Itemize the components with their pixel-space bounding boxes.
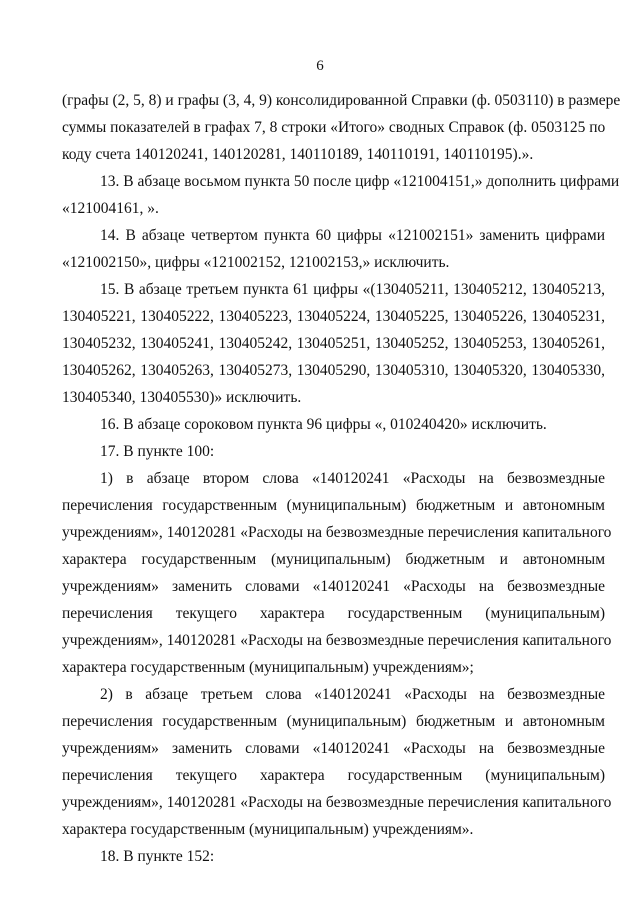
- paragraph-13-line: 13. В абзаце восьмом пункта 50 после цифр «121004151,» дополнить цифрами: [100, 173, 620, 190]
- paragraph-15-line: 130405232, 130405241, 130405242, 130405251, 130405252, 130405253, 130405261,: [62, 335, 605, 352]
- item-2-line: учреждениям», 140120281 «Расходы на безвозмездные перечисления капитального: [62, 794, 612, 811]
- item-1-line: перечисления государственным (муниципальным) бюджетным и автономным: [62, 497, 605, 514]
- paragraph-14-line: 14. В абзаце четвертом пункта 60 цифры «121002151» заменить цифрами: [100, 227, 605, 244]
- item-1-line: учреждениям» заменить словами «140120241 «Расходы на безвозмездные: [62, 578, 605, 595]
- item-2-line: перечисления государственным (муниципальным) бюджетным и автономным: [62, 713, 605, 730]
- item-2-line: характера государственным (муниципальным) учреждениям».: [62, 821, 474, 838]
- paragraph-13-line: «121004161, ».: [62, 200, 159, 217]
- item-1-line: характера государственным (муниципальным) учреждениям»;: [62, 659, 474, 676]
- paragraph-18-heading: 18. В пункте 152:: [100, 848, 215, 865]
- item-1-line: перечисления текущего характера государственным (муниципальным): [62, 605, 605, 622]
- item-2-line: учреждениям» заменить словами «140120241 «Расходы на безвозмездные: [62, 740, 605, 757]
- paragraph-16-line: 16. В абзаце сороковом пункта 96 цифры «, 010240420» исключить.: [100, 416, 547, 433]
- paragraph-14-line: «121002150», цифры «121002152, 121002153,» исключить.: [62, 254, 450, 271]
- item-1-line: учреждениям», 140120281 «Расходы на безвозмездные перечисления капитального: [62, 632, 612, 649]
- paragraph-15-line: 130405262, 130405263, 130405273, 130405290, 130405310, 130405320, 130405330,: [62, 362, 605, 379]
- page-number: 6: [316, 58, 324, 74]
- item-1-line: 1) в абзаце втором слова «140120241 «Расходы на безвозмездные: [100, 470, 605, 487]
- text-line: (графы (2, 5, 8) и графы (3, 4, 9) консолидированной Справки (ф. 0503110) в размере: [62, 92, 621, 109]
- item-2-line: 2) в абзаце третьем слова «140120241 «Расходы на безвозмездные: [100, 686, 605, 703]
- item-2-line: перечисления текущего характера государственным (муниципальным): [62, 767, 605, 784]
- paragraph-15-line: 15. В абзаце третьем пункта 61 цифры «(130405211, 130405212, 130405213,: [100, 281, 605, 298]
- item-1-line: учреждениям», 140120281 «Расходы на безвозмездные перечисления капитального: [62, 524, 612, 541]
- text-line: суммы показателей в графах 7, 8 строки «Итого» сводных Справок (ф. 0503125 по: [62, 119, 606, 136]
- paragraph-17-heading: 17. В пункте 100:: [100, 443, 215, 460]
- text-line: коду счета 140120241, 140120281, 140110189, 140110191, 140110195).».: [62, 146, 534, 163]
- paragraph-15-line: 130405340, 130405530)» исключить.: [62, 389, 302, 406]
- paragraph-15-line: 130405221, 130405222, 130405223, 130405224, 130405225, 130405226, 130405231,: [62, 308, 605, 325]
- item-1-line: характера государственным (муниципальным) бюджетным и автономным: [62, 551, 605, 568]
